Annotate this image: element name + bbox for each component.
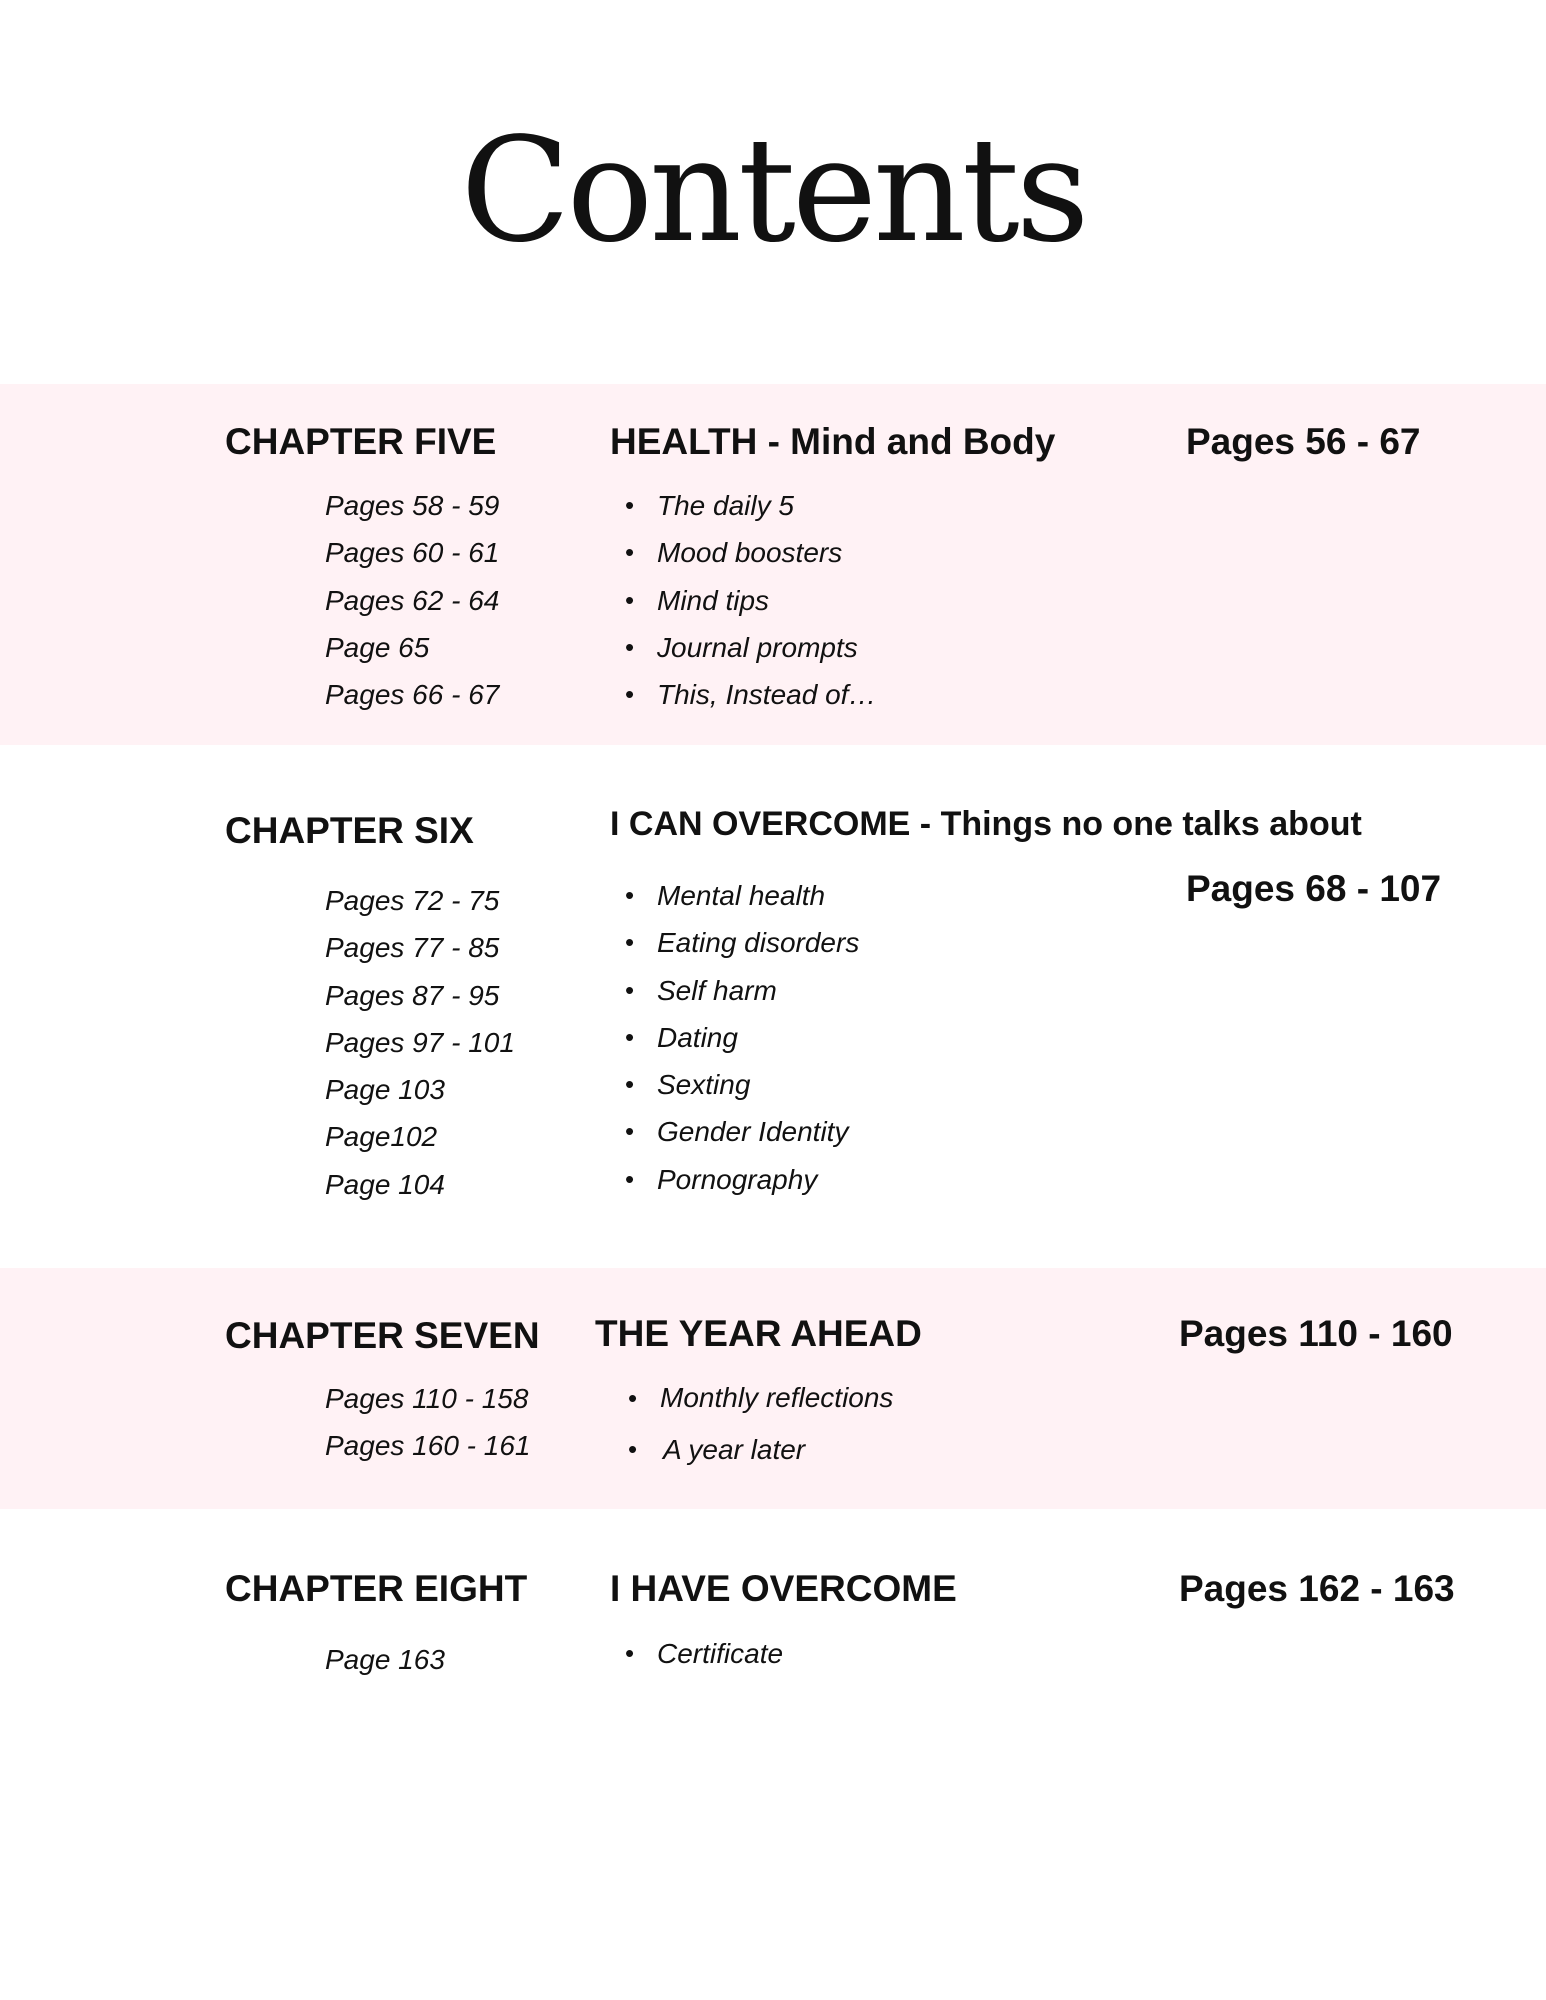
bullet-icon: •: [628, 1383, 638, 1413]
chapter-five-page-list: [325, 482, 499, 718]
bullet-icon: •: [625, 880, 635, 910]
topic-item: • This, Instead of…: [625, 671, 876, 718]
chapter-six-label: CHAPTER SIX: [225, 810, 474, 851]
topic-item: • The daily 5: [625, 482, 876, 529]
chapter-eight-page-range: Pages 162 - 163: [1179, 1568, 1455, 1609]
page-ref: Pages 72 - 75: [325, 885, 500, 916]
page-ref: Page 163: [325, 1644, 445, 1675]
bullet-icon: •: [625, 631, 635, 662]
topic-item: • Pornography: [625, 1156, 859, 1203]
topic-item: • Self harm: [625, 967, 859, 1014]
page-ref: Page 65: [325, 631, 430, 663]
bullet-icon: •: [625, 974, 635, 1005]
topic-item: • Journal prompts: [625, 624, 876, 671]
bullet-icon: •: [628, 1434, 638, 1464]
page-ref: Page102: [325, 1121, 438, 1153]
chapter-six-page-list: [325, 877, 515, 1208]
chapter-seven-topic-list: [628, 1370, 893, 1473]
bullet-icon: •: [625, 1021, 635, 1052]
page-ref: Pages 58 - 59: [325, 490, 500, 521]
page-ref: Page 104: [325, 1168, 445, 1200]
topic-item: • Eating disorders: [625, 919, 859, 966]
chapter-eight-page-list: [325, 1636, 445, 1683]
page-ref: Pages 110 - 158: [325, 1383, 529, 1414]
bullet-icon: •: [625, 927, 635, 958]
topic-item: • Sexting: [625, 1061, 859, 1108]
chapter-seven-label: CHAPTER SEVEN: [225, 1315, 540, 1356]
page-ref: Pages 160 - 161: [325, 1430, 531, 1462]
chapter-eight-topic-list: [625, 1630, 783, 1677]
bullet-icon: •: [625, 1163, 635, 1194]
bullet-icon: •: [625, 1116, 635, 1147]
topic-item: • A year later: [628, 1426, 893, 1473]
page-ref: Pages 87 - 95: [325, 979, 500, 1011]
bullet-icon: •: [625, 679, 635, 710]
chapter-six-page-range: Pages 68 - 107: [1186, 868, 1442, 909]
topic-item: • Dating: [625, 1014, 859, 1061]
topic-item: • Mental health: [625, 872, 859, 919]
chapter-five-page-range: Pages 56 - 67: [1186, 421, 1421, 462]
topic-item: • Monthly reflections: [628, 1370, 893, 1426]
chapter-eight-title: I HAVE OVERCOME: [610, 1568, 957, 1609]
page-title: Contents: [460, 106, 1086, 274]
chapter-seven-title: THE YEAR AHEAD: [595, 1313, 922, 1354]
page-ref: Pages 66 - 67: [325, 679, 500, 711]
bullet-icon: •: [625, 1638, 635, 1668]
page-ref: Pages 97 - 101: [325, 1026, 515, 1058]
chapter-five-title: HEALTH - Mind and Body: [610, 421, 1056, 462]
topic-item: • Gender Identity: [625, 1108, 859, 1155]
page-ref: Pages 77 - 85: [325, 932, 500, 964]
bullet-icon: •: [625, 537, 635, 568]
chapter-eight-label: CHAPTER EIGHT: [225, 1568, 528, 1609]
page-ref: Pages 60 - 61: [325, 537, 500, 569]
bullet-icon: •: [625, 584, 635, 615]
chapter-seven-page-list: [325, 1375, 531, 1470]
chapter-five-topic-list: [625, 482, 876, 718]
topic-item: • Mood boosters: [625, 529, 876, 576]
topic-item: • Certificate: [625, 1630, 783, 1677]
topic-item: • Mind tips: [625, 577, 876, 624]
chapter-six-topic-list: [625, 872, 859, 1203]
page-ref: Page 103: [325, 1074, 445, 1106]
chapter-six-title: I CAN OVERCOME - Things no one talks about: [610, 805, 1362, 843]
bullet-icon: •: [625, 490, 635, 520]
chapter-five-label: CHAPTER FIVE: [225, 421, 497, 462]
page-ref: Pages 62 - 64: [325, 584, 500, 616]
bullet-icon: •: [625, 1069, 635, 1100]
chapter-seven-page-range: Pages 110 - 160: [1179, 1313, 1453, 1354]
